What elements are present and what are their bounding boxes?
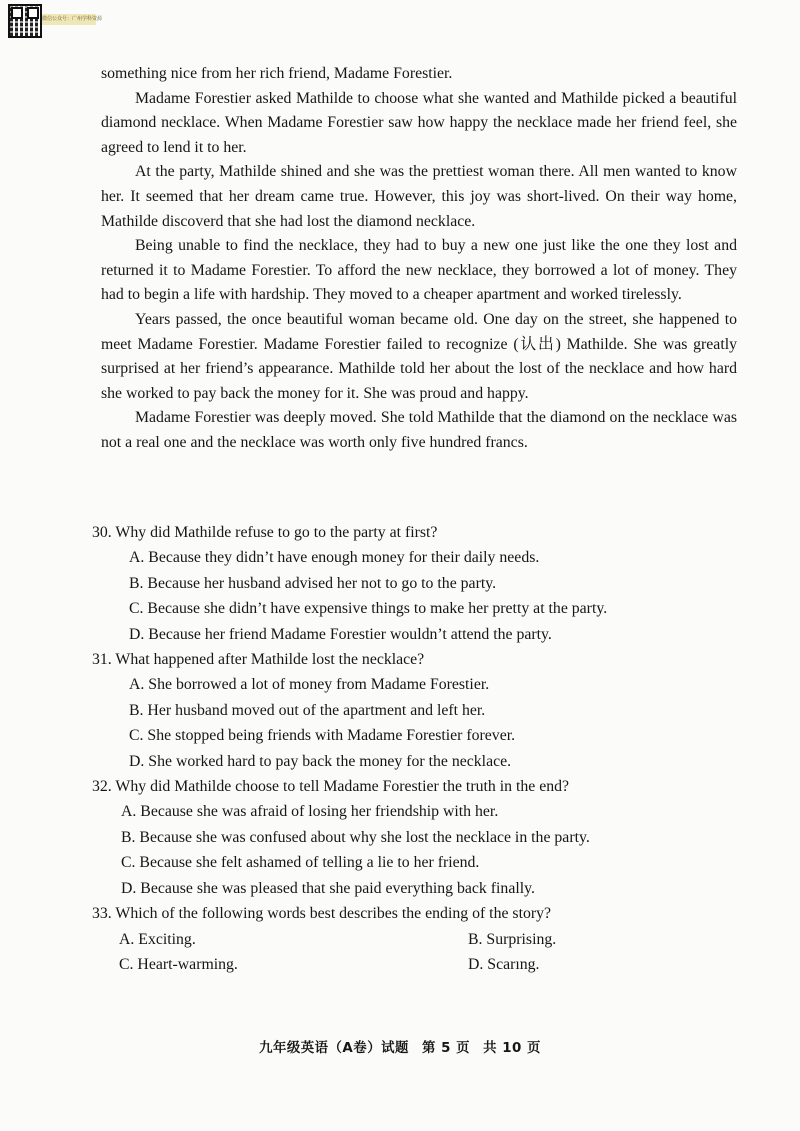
option-d: D. Because her friend Madame Forestier wouldn’t attend the party. (129, 625, 552, 643)
question-33 (92, 901, 742, 977)
page-current: 第 5 页 (422, 1041, 470, 1056)
question-list (92, 520, 742, 977)
option-d: D. She worked hard to pay back the money for the necklace. (129, 752, 512, 770)
option-c: C. Because she didn’t have expensive things to make her pretty at the party. (129, 600, 608, 618)
passage-paragraph: Madame Forestier was deeply moved. She told Mathilde that the diamond on the necklace was not a real one and the necklace was worth only five hundred francs. (101, 409, 737, 451)
page-footer (0, 1037, 800, 1056)
passage-paragraph: something nice from her rich friend, Madame Forestier. (101, 65, 453, 82)
option-b: B. Surprising. (468, 930, 557, 948)
qr-code-icon (8, 4, 42, 38)
question-stem: 30. Why did Mathilde refuse to go to the party at first? (92, 524, 438, 541)
option-grid (119, 927, 742, 978)
option-d: D. Because she was pleased that she paid everything back finally. (121, 879, 535, 897)
passage-paragraph: Being unable to find the necklace, they had to buy a new one just like the one they lost and returned it to Madame Forestier. To afford the new necklace, they borrowed a lot of money. They had to begin a life with hardship. They moved to a cheaper apartment and worked tirelessly. (101, 237, 737, 304)
exam-title: 九年级英语（A卷）试题 (259, 1041, 409, 1056)
question-stem: 33. Which of the following words best describes the ending of the story? (92, 905, 552, 923)
option-a: A. She borrowed a lot of money from Madame Forestier. (129, 676, 490, 694)
header-tag: 微信公众号：广州学科资源 (42, 14, 96, 25)
option-c: C. Heart-warming. (119, 955, 238, 973)
question-30 (92, 520, 742, 647)
question-stem: 31. What happened after Mathilde lost the necklace? (92, 651, 425, 669)
page-total: 共 10 页 (483, 1041, 541, 1056)
passage-paragraph: Years passed, the once beautiful woman became old. One day on the street, she happened to meet Madame Forestier. Madame Forestier failed to recognize (认出) Mathilde. She was greatly surprised at her friend’s appearance. Mathilde told her about the lost of the necklace and how hard she worked to pay back the money for it. She was proud and happy. (101, 310, 737, 402)
passage-paragraph: Madame Forestier asked Mathilde to choose what she wanted and Mathilde picked a beautiful diamond necklace. When Madame Forestier saw how happy the necklace made her friend feel, she agreed to lend it to her. (101, 89, 737, 156)
question-stem: 32. Why did Mathilde choose to tell Madame Forestier the truth in the end? (92, 778, 570, 796)
option-c: C. Because she felt ashamed of telling a lie to her friend. (121, 854, 480, 872)
reading-passage (101, 62, 737, 456)
option-a: A. Because they didn’t have enough money for their daily needs. (129, 549, 540, 567)
option-c: C. She stopped being friends with Madame Forestier forever. (129, 727, 516, 745)
question-31 (92, 647, 742, 774)
option-a: A. Because she was afraid of losing her friendship with her. (121, 803, 499, 821)
option-b: B. Her husband moved out of the apartment and left her. (129, 701, 486, 719)
option-d: D. Scarıng. (468, 955, 540, 973)
option-b: B. Because she was confused about why she lost the necklace in the party. (121, 828, 590, 846)
option-a: A. Exciting. (119, 930, 196, 948)
question-32 (92, 774, 742, 901)
option-b: B. Because her husband advised her not to go to the party. (129, 574, 497, 592)
passage-paragraph: At the party, Mathilde shined and she was the prettiest woman there. All men wanted to know her. It seemed that her dream came true. However, this joy was short-lived. On their way home, Mathilde discoverd that she had lost the diamond necklace. (101, 163, 737, 230)
